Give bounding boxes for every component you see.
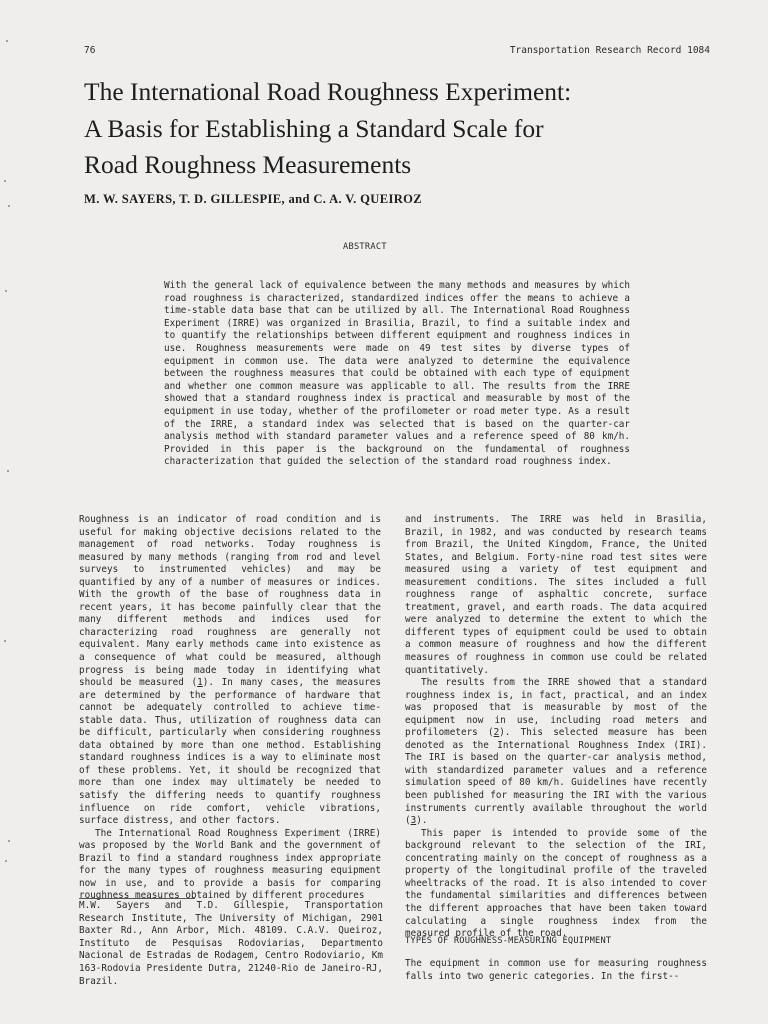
section-paragraph: The equipment in common use for measuring roughness falls into two generic categories. In the first-- — [405, 958, 707, 982]
citation-ref: 1 — [197, 677, 203, 689]
author-affiliation-footnote: M.W. Sayers and T.D. Gillespie, Transportation Research Institute, The University of Michigan, 2901 Baxter Rd., Ann Arbor, Mich. 48109. C.A.V. Queiroz, Instituto de Pesquisas Rodoviarias, Departmento Nacional de Estradas de Rodagem, Centro Rodoviario, Km 163-Rodovia Presidente Dutra, 21240-Rio de Janeiro-RJ, Brazil. — [79, 900, 383, 987]
title-line: A Basis for Establishing a Standard Scale for — [84, 113, 544, 143]
body-paragraph: The results from the IRRE showed that a standard roughness index is, in fact, practical, and an index was proposed that is measurable by most of the equipment now in use, including road meters and profilometers (2). This selected measure has been denoted as the International Roughness Index (IRI). The IRI is based on the quarter-car analysis method, with standardized parameter values and a reference simulation speed of 80 km/h. Guidelines have recently been published for measuring the IRI with the various instruments currently available throughout the world (3). — [405, 677, 707, 827]
citation-ref: 2 — [493, 727, 500, 739]
abstract-heading: ABSTRACT — [343, 242, 387, 252]
title-line: Road Roughness Measurements — [84, 150, 412, 179]
title-line: The International Road Roughness Experiment: — [84, 77, 572, 106]
citation-ref: 3 — [410, 815, 417, 827]
body-paragraph: Roughness is an indicator of road condition and is useful for making objective decisions related to the management of road networks. Today roughness is measured by many methods (ranging from rod and level surveys to instrumented vehicles) and may be quantified by any of a number of measures or indices. With the growth of the base of roughness data in recent years, it has become painfully clear that the many different methods and indices used for characterizing road roughness are generally not equivalent. Many early methods came into existence as a consequence of what could be measured, although progress is being made today in identifying what should be measured (1). In many cases, the measures are determined by the performance of hardware that cannot be adequately controlled to achieve time-stable data. Thus, utilization of roughness data can be difficult, particularly when considering roughness data obtained by more than one method. Establishing standard roughness indices is a way to eliminate most of these problems. Yet, it should be recognized that more than one index may ultimately be needed to satisfy the differing needs to quantify roughness influence on ride comfort, vehicle vibrations, surface distress, and other factors. — [79, 514, 381, 827]
article-title — [84, 74, 724, 184]
body-column-right — [405, 514, 707, 941]
footnote-rule — [79, 898, 195, 899]
body-paragraph: and instruments. The IRRE was held in Brasilia, Brazil, in 1982, and was conducted by research teams from Brazil, the United Kingdom, France, the United States, and Belgium. Forty-nine road test sites were measured using a variety of test equipment and measurement conditions. The sites included a full roughness range of asphaltic concrete, surface treatment, gravel, and earth roads. The data acquired were analyzed to determine the extent to which the different types of equipment could be used to obtain a common measure of roughness and how the different measures of roughness in common use could be related quantitatively. — [405, 514, 707, 676]
body-paragraph: The International Road Roughness Experiment (IRRE) was proposed by the World Bank and the government of Brazil to find a standard roughness index appropriate for the many types of roughness measuring equipment now in use, and to provide a basis for comparing roughness measures obtained by different procedures — [79, 827, 381, 902]
author-list: M. W. SAYERS, T. D. GILLESPIE, and C. A. V. QUEIROZ — [84, 192, 423, 206]
page-number: 76 — [84, 45, 96, 56]
scan-margin-specks — [0, 0, 14, 1024]
body-paragraph: This paper is intended to provide some of the background relevant to the selection of the IRI, concentrating mainly on the concept of roughness as a property of the longitudinal profile of the traveled wheeltracks of the road. It is also intended to cover the fundamental similarities and differences between the different approaches that have been taken toward calculating a single roughness index from the measured profile of the road. — [405, 827, 707, 940]
running-head: Transportation Research Record 1084 — [509, 45, 710, 56]
abstract-text: With the general lack of equivalence between the many methods and measures by which road roughness is characterized, standardized indices offer the means to achieve a time-stable data base that can be utilized by all. The International Road Roughness Experiment (IRRE) was organized in Brasilia, Brazil, to find a suitable index and to quantify the relationships between different equipment and roughness indices in use. Roughness measurements were made on 49 test sites by diverse types of equipment in common use. The data were analyzed to determine the equivalence between the roughness measures that could be obtained with each type of equipment and whether one common measure was applicable to all. The results from the IRRE showed that a standard roughness index is practical and measurable by most of the equipment in use today, whether of the profilometer or road meter type. As a result of the IRRE, a standard index was selected that is based on the quarter-car analysis method with standard parameter values and a reference speed of 80 km/h. Provided in this paper is the background on the fundamental of roughness characterization that guided the selection of the standard road roughness index. — [164, 280, 630, 468]
section-heading: TYPES OF ROUGHNESS-MEASURING EQUIPMENT — [405, 936, 612, 946]
body-column-left — [79, 514, 381, 903]
